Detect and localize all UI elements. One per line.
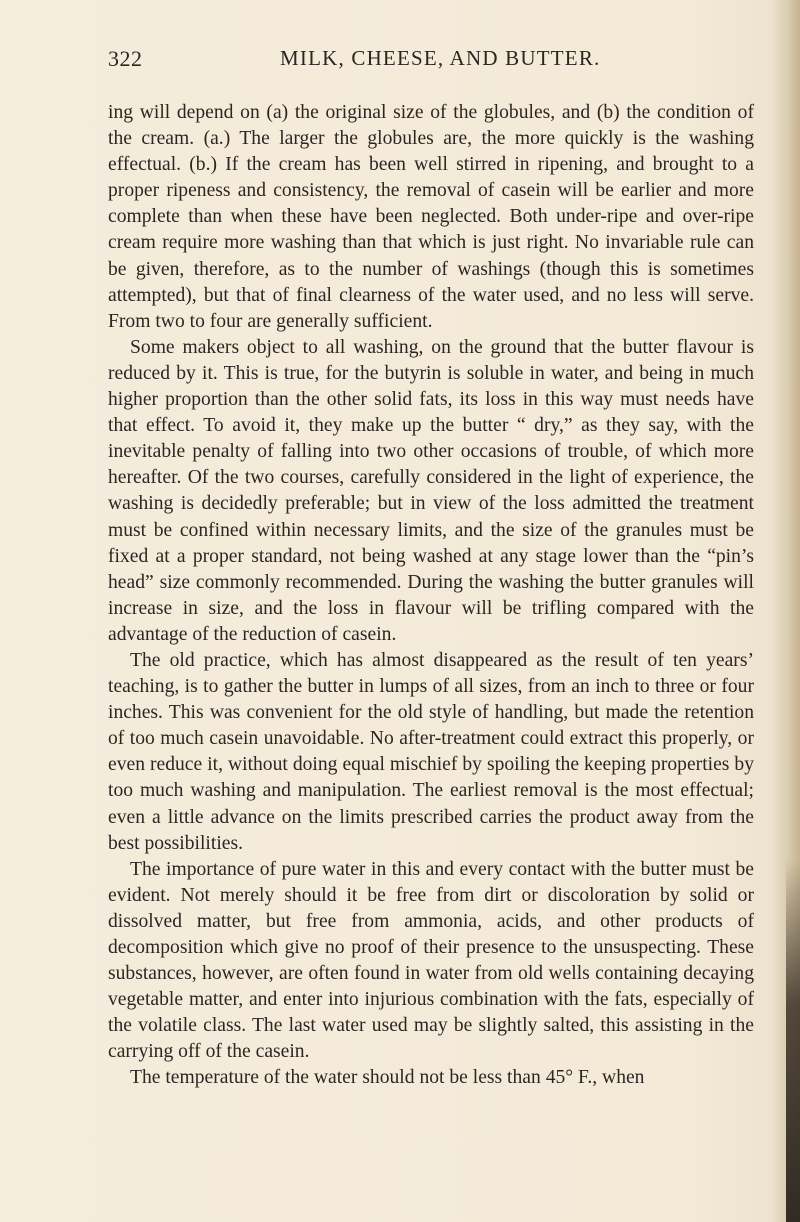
- paragraph: The old practice, which has almost disappeared as the result of ten years’ teaching, is to gather the butter in lumps of all sizes, from an inch to three or four inches. This was convenient for the old style of handling, but made the retention of too much casein unavoidable. No after-treatment could extract this properly, or even reduce it, without doing equal mischief by spoiling the keeping properties by too much washing and manipulation. The earliest removal is the most effectual; even a little advance on the limits prescribed carries the product away from the best possibilities.: [108, 649, 754, 854]
- page-header: [108, 46, 754, 76]
- body-text: [108, 100, 754, 1092]
- paragraph-continued: ing will depend on (a) the original size of the globules, and (b) the condition of the cream. (a.) The larger the globules are, the more quickly is the washing effectual. (b.) If the cream has been well stirred in ripening, and brought to a proper ripeness and consistency, the removal of casein will be earlier and more complete than when these have been neglected. Both under-ripe and over-ripe cream require more washing than that which is just right. No invariable rule can be given, therefore, as to the number of washings (though this is sometimes attempted), but that of final clearness of the water used, and no less will serve. From two to four are generally sufficient.: [108, 102, 754, 332]
- paragraph-last: The temperature of the water should not be less than 45° F., when: [130, 1067, 645, 1089]
- paragraph: Some makers object to all washing, on the ground that the butter flavour is reduced by it. This is true, for the butyrin is soluble in water, and being in much higher proportion than the other solid fats, its loss in this way must needs have that effect. To avoid it, they make up the butter “ dry,” as they say, with the inevitable penalty of falling into two other occasions of trouble, of which more hereafter. Of the two courses, carefully considered in the light of experience, the washing is decidedly preferable; but in view of the loss admitted the treatment must be confined within necessary limits, and the size of the granules must be fixed at a proper standard, not being washed at any stage lower than the “pin’s head” size commonly recommended. During the washing the butter granules will increase in size, and the loss in flavour will be trifling compared with the advantage of the reduction of casein.: [108, 336, 754, 645]
- running-head: MILK, CHEESE, AND BUTTER.: [280, 46, 601, 70]
- page-number: 322: [108, 46, 143, 71]
- paragraph: The importance of pure water in this and every contact with the butter must be evident. Not merely should it be free from dirt or discoloration by solid or dissolved matter, but free from ammonia, acids, and other products of decomposition which give no proof of their presence to the unsuspecting. These substances, however, are often found in water from old wells containing decaying vegetable matter, and enter into injurious combination with the fats, especially of the volatile class. The last water used may be slightly salted, this assisting in the carrying off of the casein.: [108, 858, 754, 1063]
- page-edge-dark: [786, 860, 800, 1222]
